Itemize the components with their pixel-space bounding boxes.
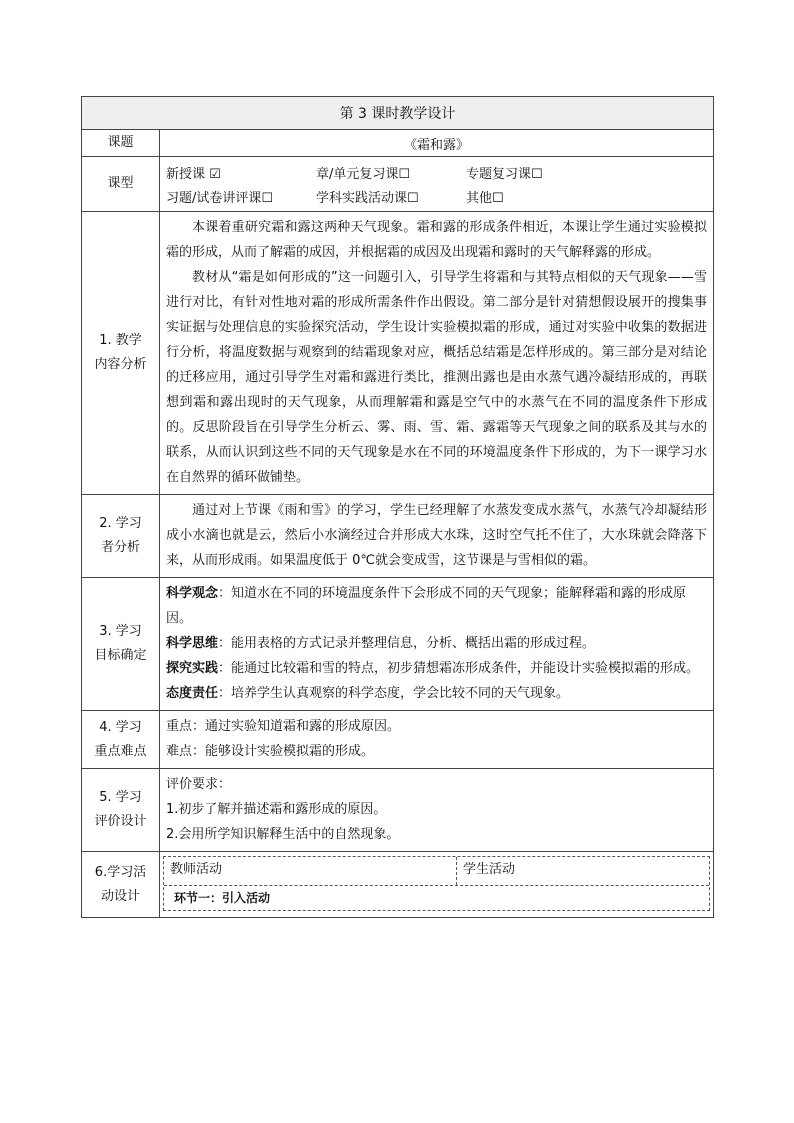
learner-analysis-text	[160, 495, 714, 578]
teacher-activity-heading: 教师活动	[164, 857, 457, 885]
lesson-type-option: 章/单元复习课☐	[316, 166, 411, 182]
lesson-type-label: 课型	[82, 157, 160, 212]
label-line: 重点难点	[94, 743, 147, 759]
objective-text: ：能用表格的方式记录并整理信息，分析、概括出霜的形成过程。	[218, 636, 596, 651]
lesson-type-row	[82, 157, 714, 212]
evaluation-row	[82, 769, 714, 852]
lesson-type-option: 学科实践活动课☐	[316, 190, 419, 206]
topic-row	[82, 130, 714, 157]
lesson-type-option: 习题/试卷讲评课☐	[166, 190, 274, 206]
label-line: 2. 学习	[99, 516, 142, 531]
objective-item	[166, 656, 707, 681]
lesson-type-option: 专题复习课☐	[466, 166, 543, 182]
activities-box	[163, 856, 710, 911]
label-line: 目标确定	[94, 648, 147, 663]
objective-text: ：能通过比较霜和雪的特点，初步猜想霜冻形成条件，并能设计实验模拟霜的形成。	[218, 661, 700, 676]
key-points-text	[160, 711, 714, 769]
topic-label: 课题	[82, 130, 160, 157]
paragraph: 通过对上节课《雨和雪》的学习，学生已经理解了水蒸发变成水蒸气，水蒸气冷却凝结形成小水滴也就是云，然后小水滴经过合并形成大水珠，这时空气托不住了，大水珠就会降落下来，从而形成雨。如果温度低于 0℃就会变成雪，这节课是与雪相似的霜。	[166, 503, 707, 568]
activities-header	[164, 857, 709, 886]
activities-label	[82, 852, 160, 918]
objective-key: 态度责任	[166, 686, 219, 701]
label-line: 1. 教学	[99, 333, 142, 348]
key-points-row	[82, 711, 714, 769]
evaluation-label	[82, 769, 160, 852]
label-line: 5. 学习	[99, 790, 142, 805]
objective-key: 科学观念	[166, 586, 219, 601]
page-title: 第 3 课时教学设计	[82, 97, 714, 130]
activity-section-title: 环节一：引入活动	[174, 891, 271, 905]
objectives-text	[160, 578, 714, 711]
label-line: 评价设计	[94, 814, 147, 829]
evaluation-text	[160, 769, 714, 852]
lesson-type-option: 新授课 ☑	[166, 166, 221, 182]
content-analysis-text	[160, 212, 714, 495]
label-line: 动设计	[100, 888, 140, 904]
activities-content	[160, 852, 714, 918]
activities-row	[82, 852, 714, 918]
content-analysis-label	[82, 212, 160, 495]
content-analysis-row	[82, 212, 714, 495]
objective-text: ：培养学生认真观察的科学态度，学会比较不同的天气现象。	[218, 686, 570, 701]
objectives-label	[82, 578, 160, 711]
objective-item	[166, 631, 707, 656]
objectives-row	[82, 578, 714, 711]
lesson-type-option: 其他☐	[466, 190, 504, 206]
key-points-label	[82, 711, 160, 769]
lesson-plan-table	[81, 96, 714, 918]
learner-analysis-row	[82, 495, 714, 578]
title-row	[82, 97, 714, 130]
evaluation-heading: 评价要求：	[166, 777, 232, 792]
topic-value: 《霜和露》	[160, 130, 714, 157]
paragraph: 教材从“霜是如何形成的”这一问题引入，引导学生将霜和与其特点相似的天气现象——雪进行对比，有针对性地对霜的形成所需条件作出假设。第二部分是针对猜想假设展开的搜集事实证据与处理信息的实验探究活动，学生设计实验模拟霜的形成，通过对实验中收集的数据进行分析，将温度数据与观察到的结霜现象对应，概括总结霜是怎样形成的。第三部分是对结论的迁移应用，通过引导学生对霜和露进行类比，推测出露也是由水蒸气遇冷凝结形成的，再联想到霜和露出现时的天气现象，从而理解霜和露是空气中的水蒸气在不同的温度条件下形成的。反思阶段旨在引导学生分析云、雾、雨、雪、霜、露霜等天气现象之间的联系及其与水的联系，从而认识到这些不同的天气现象是水在不同的环境温度条件下形成的，为下一课学习水在自然界的循环做铺垫。	[166, 270, 707, 485]
lesson-type-options	[160, 157, 714, 212]
label-line: 者分析	[100, 540, 140, 555]
objective-item	[166, 681, 707, 706]
difficulty-point: 难点：能够设计实验模拟霜的形成。	[166, 744, 375, 759]
objective-item	[166, 581, 707, 631]
label-line: 内容分析	[94, 357, 147, 372]
focus-point: 重点：通过实验知道霜和露的形成原因。	[166, 719, 401, 734]
evaluation-item: 2.会用所学知识解释生活中的自然现象。	[166, 827, 400, 842]
evaluation-item: 1.初步了解并描述霜和露形成的原因。	[166, 802, 387, 817]
label-line: 3. 学习	[99, 624, 142, 639]
paragraph: 本课着重研究霜和露这两种天气现象。霜和露的形成条件相近，本课让学生通过实验模拟霜的形成，从而了解霜的成因，并根据霜的成因及出现霜和露时的天气解释露的形成。	[166, 220, 707, 260]
student-activity-heading: 学生活动	[463, 862, 516, 877]
label-line: 4. 学习	[99, 719, 142, 735]
learner-analysis-label	[82, 495, 160, 578]
objective-key: 科学思维	[166, 636, 219, 651]
label-line: 6.学习活	[94, 864, 147, 880]
objective-key: 探究实践	[166, 661, 219, 676]
objective-text: ：知道水在不同的环境温度条件下会形成不同的天气现象；能解释霜和露的形成原因。	[166, 586, 687, 626]
